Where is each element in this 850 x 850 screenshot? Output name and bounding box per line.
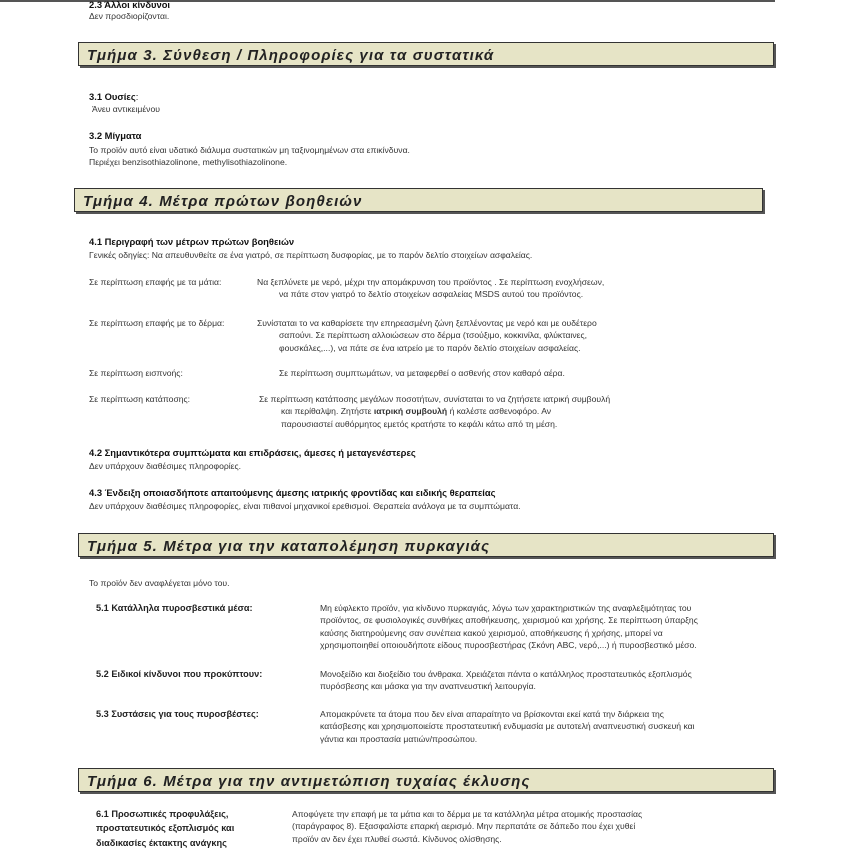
section-4-title: Τμήμα 4. Μέτρα πρώτων βοηθειών [83,193,363,210]
substances-heading: 3.1 Ουσίες: [89,91,139,102]
personal-precautions-label: 6.1 Προσωπικές προφυλάξεις, προστατευτικός εξοπλισμός και διαδικασίες έκτακτης ανάγκης [96,809,235,848]
mixtures-line-1: Το προϊόν αυτό είναι υδατικό διάλυμα συστατικών μη ταξινομημένων στα επικίνδυνα. [89,145,410,155]
firefighter-advice-label: 5.3 Συστάσεις για τους πυροσβέστες: [96,709,259,719]
section-6-banner [78,768,774,792]
special-hazards-text: Μονοξείδιο και διοξείδιο του άνθρακα. Χρειάζεται πάντα ο κατάλληλος προστατευτικός εξοπλισμός πυρόσβεσης και μάσκα για την αναπνευστική λειτουργία. [320,669,692,692]
ingestion-text: Σε περίπτωση κατάποσης μεγάλων ποσοτήτων, συνίσταται το να ζητήσετε ιατρική συμβουλή και περίθαλψη. Ζητήστε ιατρική συμβουλή ή καλέστε ασθενοφόρο. Αν παρουσιαστεί αυθόρμητος εμετός κρατήστε το κεφάλι κάτω από τη μέση. [259,394,611,429]
medical-attention-text: Δεν υπάρχουν διαθέσιμες πληροφορίες, είναι πιθανοί μηχανικοί ερεθισμοί. Θεραπεία ανάλογα με τα συμπτώματα. [89,501,521,511]
section-2-3-title: 2.3 Άλλοι κίνδυνοι [89,0,171,10]
general-advice-text: Γενικές οδηγίες: Να απευθυνθείτε σε ένα γιατρό, σε περίπτωση δυσφορίας, με το παρόν δελτίο στοιχείων ασφαλείας. [89,250,533,260]
special-hazards-label: 5.2 Ειδικοί κίνδυνοι που προκύπτουν: [96,669,263,679]
symptoms-heading: 4.2 Σημαντικότερα συμπτώματα και επιδράσεις, άμεσες ή μεταγενέστερες [89,447,416,458]
medical-attention-heading: 4.3 Ένδειξη οποιασδήποτε απαιτούμενης άμεσης ιατρικής φροντίδας και ειδικής θεραπείας [89,487,496,498]
section-6-title: Τμήμα 6. Μέτρα για την αντιμετώπιση τυχαίας έκλυσης [87,773,531,790]
firefighter-advice-text: Απομακρύνετε τα άτομα που δεν είναι απαραίτητο να βρίσκονται εκεί κατά την διάρκεια της κατάσβεσης και χρησιμοποιείστε προστατευτική ενδυμασία με αυτοτελή αναπνευστική συσκευή και γάντια και προστασία ματιών/προσώπου. [320,709,695,744]
extinguishing-media-label: 5.1 Κατάλληλα πυροσβεστικά μέσα: [96,603,253,613]
section-5-banner [78,533,774,557]
section-3-title: Τμήμα 3. Σύνθεση / Πληροφορίες για τα συστατικά [87,47,495,64]
substances-text: Άνευ αντικειμένου [92,104,160,114]
personal-precautions-text: Αποφύγετε την επαφή με τα μάτια και το δέρμα με τα κατάλληλα μέτρα ατομικής προστασίας (παράγραφος 8). Εξασφαλίστε επαρκή αερισμό. Μην περπατάτε σε δάπεδο που έχει χυθεί προϊόν αν δεν έχει πλυθεί σωστά. Κίνδυνος ολίσθησης. [292,809,643,844]
section-3-banner [78,42,774,66]
ingestion-label: Σε περίπτωση κατάποσης: [89,394,191,404]
section-5-title: Τμήμα 5. Μέτρα για την καταπολέμηση πυρκαγιάς [87,538,491,555]
mixtures-heading: 3.2 Μίγματα [89,130,142,141]
mixtures-line-2: Περιέχει benzisothiazolinone, methylisothiazolinone. [89,157,288,167]
eye-contact-label: Σε περίπτωση επαφής με τα μάτια: [89,277,222,287]
inhalation-label: Σε περίπτωση εισπνοής: [89,368,183,378]
eye-contact-text: Να ξεπλύνετε με νερό, μέχρι την απομάκρυνση του προϊόντος . Σε περίπτωση ενοχλήσεων, να πάτε στον γιατρό το δελτίο στοιχείων ασφαλείας MSDS αυτού του προϊόντος. [257,277,605,300]
fire-intro-text: Το προϊόν δεν αναφλέγεται μόνο του. [89,578,230,588]
extinguishing-media-text: Μη εύφλεκτο προϊόν, για κίνδυνο πυρκαγιάς, λόγω των χαρακτηριστικών της αναφλεξιμότητας του προϊόντος, σε φυσιολογικές συνθήκες αποθήκευσης, χειρισμού και χρήσης. Σε περίπτωση ύπαρξης καύσης διατηρούμενης σαν συνέπεια κακού χειρισμού, αποθήκευσης ή χρήσης, μπορεί να χρησιμοποιηθεί οποιουδήποτε είδους πυροσβεστήρας (Σκόνη ABC, νερό,...) ή πυροσβεστικό μέσο. [320,603,698,651]
symptoms-text: Δεν υπάρχουν διαθέσιμες πληροφορίες. [89,461,242,471]
inhalation-text: Σε περίπτωση συμπτωμάτων, να μεταφερθεί ο ασθενής στον καθαρό αέρα. [279,368,565,378]
skin-contact-text: Συνίσταται το να καθαρίσετε την επηρεασμένη ζώνη ξεπλένοντας με νερό και με ουδέτερο σαπούνι. Σε περίπτωση αλλοιώσεων στο δέρμα (τσούξιμο, κοκκινίλα, φλύκταινες, φουσκάλες,...), να πάτε σε ένα ιατρείο με το παρόν δελτίο στοιχείων ασφαλείας. [257,318,597,353]
first-aid-description-heading: 4.1 Περιγραφή των μέτρων πρώτων βοηθειών [89,236,295,247]
skin-contact-label: Σε περίπτωση επαφής με το δέρμα: [89,318,225,328]
section-4-banner [74,188,763,212]
section-2-3-text: Δεν προσδιορίζονται. [89,11,170,21]
